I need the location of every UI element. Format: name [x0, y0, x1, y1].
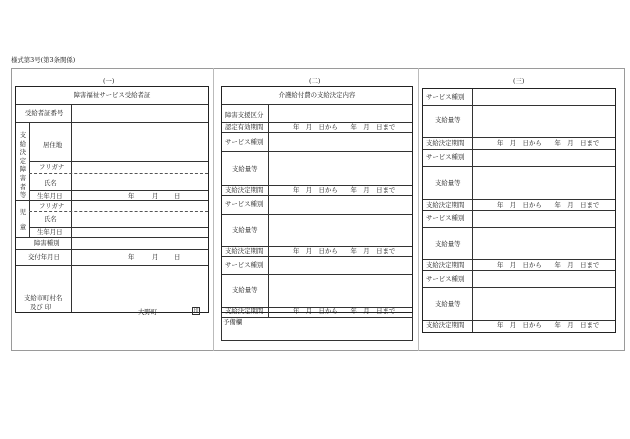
remarks-field[interactable] [222, 327, 411, 339]
name-label: 氏名 [44, 179, 57, 187]
child-birthdate-label: 生年月日 [37, 228, 63, 236]
recipient-number-label: 受給者証番号 [25, 109, 64, 117]
s3-service-type-field-4[interactable] [473, 271, 615, 286]
birthdate-day: 日 [174, 192, 181, 200]
s3-amount-field-2[interactable] [473, 167, 615, 198]
furigana-field[interactable] [72, 162, 208, 172]
s3-decision-period-label-1: 支給決定期間 [426, 139, 465, 147]
child-birthdate-field[interactable] [72, 228, 208, 237]
issue-date-month: 月 [152, 253, 159, 261]
column-divider-1 [213, 68, 214, 351]
furigana-label: フリガナ [39, 163, 65, 171]
municipal-seal-icon: 印 [193, 308, 199, 314]
municipality-value: 大野町 [138, 308, 158, 316]
beneficiary-group-label: 支給決定障害者等 [19, 131, 27, 200]
address-field[interactable] [72, 123, 208, 161]
s3-decision-period-label-2: 支給決定期間 [426, 201, 465, 209]
birthdate-label: 生年月日 [37, 192, 63, 200]
s3-service-type-field-2[interactable] [473, 150, 615, 165]
birthdate-year: 年 [128, 192, 135, 200]
child-name-field[interactable] [72, 212, 208, 226]
section3-table [422, 88, 616, 333]
column-divider-2 [418, 68, 419, 351]
address-label: 居住地 [43, 141, 63, 149]
s3-service-type-label-3: サービス種別 [426, 214, 465, 222]
section1-table [15, 86, 209, 316]
amount-field-2[interactable] [269, 215, 412, 245]
disability-type-label: 障害種別 [34, 239, 60, 247]
decision-period-label-2: 支給決定期間 [225, 247, 264, 255]
s3-amount-field-3[interactable] [473, 228, 615, 258]
municipality-label-line1: 支給市町村名 [24, 294, 63, 302]
decision-period-value-2: 年 月 日から 年 月 日まで [293, 247, 396, 255]
s3-decision-period-value-2: 年 月 日から 年 月 日まで [497, 201, 600, 209]
s3-amount-label-4: 支給量等 [435, 300, 461, 308]
section2-title: 介護給付費の支給決定内容 [278, 91, 356, 99]
form-number: 様式第3号(第3条関係) [11, 56, 76, 64]
s3-amount-label-2: 支給量等 [435, 179, 461, 187]
service-type-label-3: サービス種別 [225, 261, 264, 269]
birthdate-month: 月 [152, 192, 159, 200]
s3-amount-label-3: 支給量等 [435, 240, 461, 248]
section2-table [221, 86, 413, 313]
issue-date-label: 交付年月日 [28, 253, 60, 261]
amount-label-2: 支給量等 [232, 226, 258, 234]
decision-period-label-3: 支給決定期間 [225, 307, 264, 315]
validity-period-label: 認定有効期間 [225, 123, 264, 131]
s3-decision-period-value-1: 年 月 日から 年 月 日まで [497, 139, 600, 147]
section2-heading: (二) [309, 77, 321, 85]
validity-period-value: 年 月 日から 年 月 日まで [293, 123, 396, 131]
s3-service-type-label-4: サービス種別 [426, 275, 465, 283]
s3-decision-period-label-3: 支給決定期間 [426, 261, 465, 269]
s3-amount-field-4[interactable] [473, 288, 615, 319]
disability-type-field[interactable] [72, 238, 208, 249]
service-type-field-3[interactable] [269, 257, 412, 273]
s3-decision-period-label-4: 支給決定期間 [426, 321, 465, 329]
amount-label-1: 支給量等 [232, 165, 258, 173]
support-category-label: 障害支援区分 [225, 111, 264, 119]
amount-field-1[interactable] [269, 152, 412, 184]
child-furigana-label: フリガナ [39, 202, 65, 210]
amount-field-3[interactable] [269, 275, 412, 306]
decision-period-label-1: 支給決定期間 [225, 186, 264, 194]
child-label: 児童 [19, 208, 27, 231]
issue-date-year: 年 [128, 253, 135, 261]
s3-amount-label-1: 支給量等 [435, 116, 461, 124]
s3-service-type-label-1: サービス種別 [426, 93, 465, 101]
s3-service-type-label-2: サービス種別 [426, 153, 465, 161]
section1-heading: (一) [103, 77, 115, 85]
support-category-field[interactable] [269, 105, 412, 122]
child-furigana-field[interactable] [72, 201, 208, 211]
child-name-label: 氏名 [44, 215, 57, 223]
municipality-label-line2: 及び 印 [30, 303, 52, 311]
s3-service-type-field-1[interactable] [473, 89, 615, 104]
service-type-field-2[interactable] [269, 196, 412, 213]
s3-decision-period-value-3: 年 月 日から 年 月 日まで [497, 261, 600, 269]
service-type-field-1[interactable] [269, 133, 412, 150]
amount-label-3: 支給量等 [232, 286, 258, 294]
s3-service-type-field-3[interactable] [473, 211, 615, 226]
section1-title: 障害福祉サービス受給者証 [73, 91, 151, 99]
decision-period-value-3: 年 月 日から 年 月 日まで [293, 307, 396, 315]
section3-heading: (三) [513, 77, 525, 85]
recipient-number-field[interactable] [72, 104, 208, 122]
service-type-label-2: サービス種別 [225, 200, 264, 208]
s3-decision-period-value-4: 年 月 日から 年 月 日まで [497, 321, 600, 329]
decision-period-value-1: 年 月 日から 年 月 日まで [293, 186, 396, 194]
issue-date-day: 日 [174, 253, 181, 261]
name-field[interactable] [72, 174, 208, 189]
service-type-label-1: サービス種別 [225, 138, 264, 146]
s3-amount-field-1[interactable] [473, 106, 615, 136]
remarks-label: 予備欄 [223, 318, 243, 326]
